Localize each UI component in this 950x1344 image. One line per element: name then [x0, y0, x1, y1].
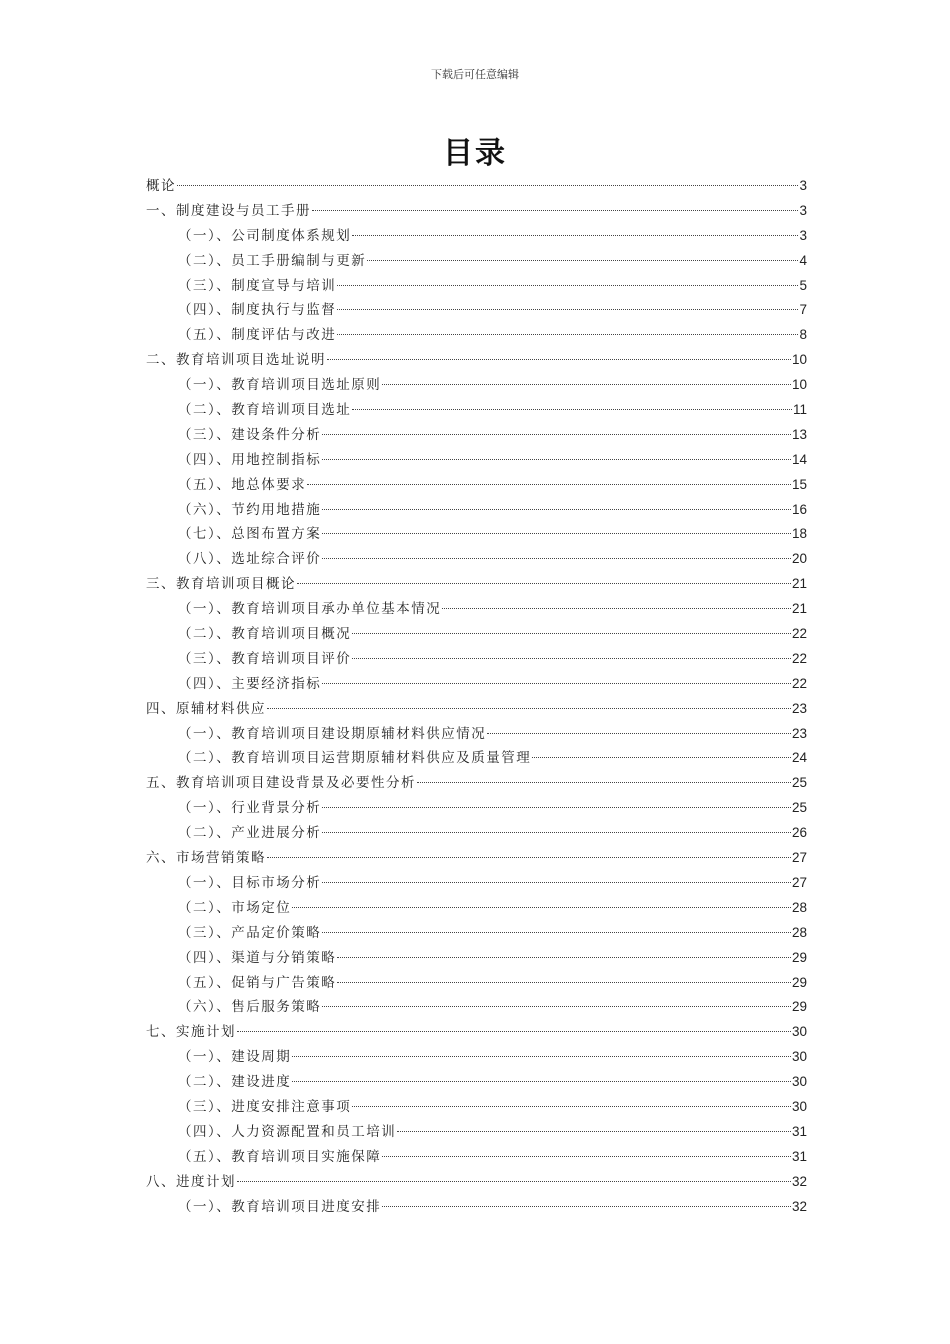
toc-entry-label: （一）、建设周期: [178, 1049, 292, 1066]
toc-entry-page-number: 10: [791, 377, 807, 393]
toc-entry-page-number: 10: [791, 352, 807, 368]
toc-dot-leader: [532, 757, 791, 758]
toc-entry-page-number: 30: [791, 1024, 807, 1040]
toc-entry[interactable]: [146, 672, 807, 697]
toc-dot-leader: [382, 1206, 791, 1207]
toc-dot-leader: [322, 509, 791, 510]
toc-entry-page-number: 13: [791, 426, 807, 442]
toc-entry-label: （四）、人力资源配置和员工培训: [178, 1123, 397, 1140]
toc-entry-page-number: 18: [791, 526, 807, 542]
toc-entry-label: 七、实施计划: [146, 1024, 236, 1041]
toc-dot-leader: [292, 907, 791, 908]
toc-entry-page-number: 30: [791, 1074, 807, 1090]
toc-dot-leader: [417, 782, 791, 783]
toc-entry[interactable]: [146, 746, 807, 771]
toc-entry-page-number: 25: [791, 775, 807, 791]
toc-entry-page-number: 3: [799, 202, 807, 218]
toc-entry[interactable]: [146, 597, 807, 622]
toc-entry-page-number: 27: [791, 850, 807, 866]
toc-entry-label: （六）、售后服务策略: [178, 999, 322, 1016]
toc-entry[interactable]: [146, 722, 807, 747]
toc-entry[interactable]: [146, 323, 807, 348]
toc-entry[interactable]: [146, 622, 807, 647]
toc-entry-page-number: 15: [791, 476, 807, 492]
toc-dot-leader: [352, 658, 791, 659]
toc-entry-label: 二、教育培训项目选址说明: [146, 352, 326, 369]
toc-entry[interactable]: [146, 298, 807, 323]
toc-entry[interactable]: [146, 946, 807, 971]
toc-entry-label: （二）、建设进度: [178, 1074, 292, 1091]
toc-entry-page-number: 20: [791, 551, 807, 567]
toc-entry-label: （二）、教育培训项目概况: [178, 626, 352, 643]
toc-entry[interactable]: [146, 174, 807, 199]
toc-entry-label: （四）、渠道与分销策略: [178, 949, 337, 966]
toc-dot-leader: [297, 583, 791, 584]
toc-dot-leader: [322, 683, 791, 684]
toc-entry-page-number: 23: [791, 725, 807, 741]
toc-dot-leader: [322, 533, 791, 534]
toc-entry[interactable]: [146, 697, 807, 722]
table-of-contents: [146, 174, 807, 1219]
toc-entry[interactable]: [146, 199, 807, 224]
toc-entry-label: （三）、制度宣导与培训: [178, 277, 337, 294]
toc-dot-leader: [292, 1056, 791, 1057]
toc-entry-page-number: 28: [791, 924, 807, 940]
toc-dot-leader: [267, 857, 791, 858]
toc-entry-label: （一）、教育培训项目承办单位基本情况: [178, 601, 442, 618]
toc-entry-label: （四）、用地控制指标: [178, 451, 322, 468]
toc-entry[interactable]: [146, 1070, 807, 1095]
toc-entry-page-number: 24: [791, 750, 807, 766]
toc-entry-page-number: 32: [791, 1198, 807, 1214]
toc-dot-leader: [312, 210, 798, 211]
toc-entry-label: （五）、教育培训项目实施保障: [178, 1148, 382, 1165]
toc-entry-page-number: 22: [791, 675, 807, 691]
toc-entry-label: 概论: [146, 178, 176, 194]
toc-dot-leader: [322, 932, 791, 933]
toc-entry[interactable]: [146, 498, 807, 523]
toc-entry[interactable]: [146, 871, 807, 896]
toc-entry-page-number: 28: [791, 899, 807, 915]
toc-entry-page-number: 11: [792, 402, 807, 418]
toc-entry[interactable]: [146, 423, 807, 448]
toc-entry-label: （一）、公司制度体系规划: [178, 227, 352, 244]
toc-entry-page-number: 7: [799, 302, 807, 318]
toc-dot-leader: [322, 882, 791, 883]
page-header: 下载后可任意编辑: [431, 68, 519, 81]
toc-entry[interactable]: [146, 1170, 807, 1195]
toc-entry-label: （三）、产品定价策略: [178, 924, 322, 941]
toc-dot-leader: [397, 1131, 791, 1132]
toc-entry[interactable]: [146, 547, 807, 572]
toc-entry-page-number: 4: [799, 252, 807, 268]
toc-entry[interactable]: [146, 921, 807, 946]
toc-entry-label: 一、制度建设与员工手册: [146, 202, 311, 219]
toc-entry-label: （四）、主要经济指标: [178, 675, 322, 692]
toc-entry-label: 六、市场营销策略: [146, 850, 266, 867]
toc-entry-page-number: 21: [791, 576, 807, 592]
toc-entry[interactable]: [146, 971, 807, 996]
toc-dot-leader: [267, 708, 791, 709]
toc-entry[interactable]: [146, 1020, 807, 1045]
toc-entry-page-number: 16: [791, 501, 807, 517]
toc-entry[interactable]: [146, 796, 807, 821]
toc-entry[interactable]: [146, 448, 807, 473]
toc-entry[interactable]: [146, 1195, 807, 1220]
toc-entry[interactable]: [146, 473, 807, 498]
toc-title: 目录: [443, 136, 507, 171]
toc-dot-leader: [337, 309, 798, 310]
toc-entry-label: （三）、建设条件分析: [178, 426, 322, 443]
toc-entry-page-number: 26: [791, 825, 807, 841]
toc-entry-label: （七）、总图布置方案: [178, 526, 322, 543]
toc-dot-leader: [237, 1181, 791, 1182]
toc-dot-leader: [292, 1081, 791, 1082]
toc-entry-page-number: 29: [791, 949, 807, 965]
toc-entry-label: 五、教育培训项目建设背景及必要性分析: [146, 775, 416, 792]
toc-entry[interactable]: [146, 821, 807, 846]
toc-entry[interactable]: [146, 1145, 807, 1170]
toc-entry-page-number: 32: [791, 1173, 807, 1189]
toc-entry-label: （一）、行业背景分析: [178, 800, 322, 817]
toc-dot-leader: [487, 733, 791, 734]
toc-dot-leader: [177, 185, 798, 186]
toc-entry[interactable]: [146, 846, 807, 871]
toc-entry[interactable]: [146, 373, 807, 398]
toc-entry[interactable]: [146, 224, 807, 249]
toc-entry-label: （五）、制度评估与改进: [178, 327, 337, 344]
toc-entry-label: （三）、教育培训项目评价: [178, 650, 352, 667]
toc-dot-leader: [322, 1006, 791, 1007]
toc-entry[interactable]: [146, 1120, 807, 1145]
toc-entry-page-number: 23: [791, 700, 807, 716]
toc-entry[interactable]: [146, 348, 807, 373]
toc-entry-page-number: 27: [791, 874, 807, 890]
toc-entry-label: 三、教育培训项目概论: [146, 576, 296, 593]
toc-entry-label: （二）、教育培训项目运营期原辅材料供应及质量管理: [178, 750, 532, 767]
toc-dot-leader: [382, 1156, 791, 1157]
toc-entry[interactable]: [146, 249, 807, 274]
toc-entry-page-number: 25: [791, 800, 807, 816]
toc-entry-page-number: 30: [791, 1098, 807, 1114]
toc-dot-leader: [352, 409, 792, 410]
toc-entry-page-number: 21: [791, 601, 807, 617]
toc-entry[interactable]: [146, 572, 807, 597]
toc-entry-label: （一）、教育培训项目建设期原辅材料供应情况: [178, 725, 487, 742]
toc-entry[interactable]: [146, 522, 807, 547]
toc-dot-leader: [322, 434, 791, 435]
toc-entry-label: （五）、地总体要求: [178, 476, 307, 493]
toc-entry[interactable]: [146, 274, 807, 299]
toc-entry[interactable]: [146, 1095, 807, 1120]
toc-entry-page-number: 29: [791, 974, 807, 990]
toc-entry-page-number: 31: [791, 1123, 807, 1139]
toc-entry-label: 四、原辅材料供应: [146, 700, 266, 717]
toc-entry-label: （一）、教育培训项目选址原则: [178, 377, 382, 394]
toc-entry-page-number: 22: [791, 626, 807, 642]
toc-entry-page-number: 3: [799, 178, 807, 193]
toc-entry-page-number: 22: [791, 650, 807, 666]
toc-entry-label: （一）、教育培训项目进度安排: [178, 1198, 382, 1215]
toc-dot-leader: [322, 459, 791, 460]
toc-dot-leader: [337, 285, 798, 286]
toc-dot-leader: [367, 260, 798, 261]
toc-entry-page-number: 29: [791, 999, 807, 1015]
toc-entry-label: （二）、市场定位: [178, 899, 292, 916]
toc-entry-label: （三）、进度安排注意事项: [178, 1098, 352, 1115]
toc-dot-leader: [322, 807, 791, 808]
toc-entry-label: （六）、节约用地措施: [178, 501, 322, 518]
toc-entry-label: （八）、选址综合评价: [178, 551, 322, 568]
toc-entry[interactable]: [146, 647, 807, 672]
toc-entry-label: （五）、促销与广告策略: [178, 974, 337, 991]
toc-dot-leader: [352, 1106, 791, 1107]
toc-dot-leader: [327, 359, 791, 360]
toc-entry-label: （二）、教育培训项目选址: [178, 402, 352, 419]
toc-entry[interactable]: [146, 896, 807, 921]
toc-dot-leader: [337, 957, 791, 958]
toc-dot-leader: [337, 334, 798, 335]
toc-entry-label: 八、进度计划: [146, 1173, 236, 1190]
toc-dot-leader: [352, 235, 798, 236]
toc-entry-page-number: 5: [799, 277, 807, 293]
toc-dot-leader: [442, 608, 791, 609]
toc-entry[interactable]: [146, 995, 807, 1020]
toc-entry-page-number: 8: [799, 327, 807, 343]
toc-entry-label: （二）、产业进展分析: [178, 825, 322, 842]
toc-entry-label: （二）、员工手册编制与更新: [178, 252, 367, 269]
toc-dot-leader: [307, 484, 791, 485]
toc-dot-leader: [352, 633, 791, 634]
toc-entry-page-number: 30: [791, 1049, 807, 1065]
toc-dot-leader: [337, 982, 791, 983]
toc-entry-label: （一）、目标市场分析: [178, 874, 322, 891]
toc-entry-page-number: 14: [791, 451, 807, 467]
toc-dot-leader: [382, 384, 791, 385]
toc-entry-label: （四）、制度执行与监督: [178, 302, 337, 319]
toc-entry[interactable]: [146, 771, 807, 796]
toc-dot-leader: [322, 832, 791, 833]
toc-entry-page-number: 31: [791, 1148, 807, 1164]
toc-entry[interactable]: [146, 398, 807, 423]
toc-entry-page-number: 3: [799, 227, 807, 243]
toc-dot-leader: [237, 1031, 791, 1032]
toc-dot-leader: [322, 558, 791, 559]
toc-entry[interactable]: [146, 1045, 807, 1070]
